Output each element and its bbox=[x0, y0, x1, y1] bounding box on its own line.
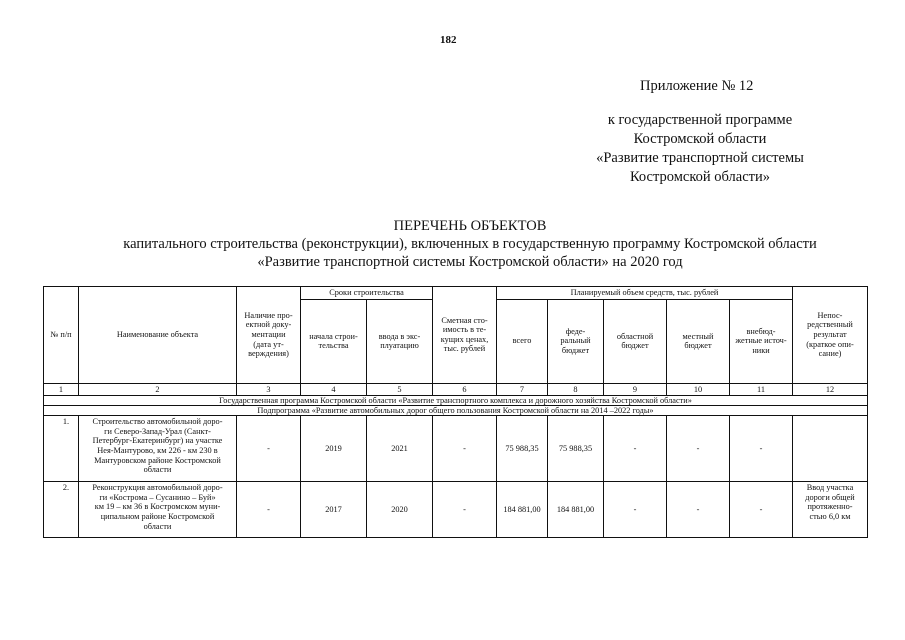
commission-year-cell: 2021 bbox=[367, 416, 433, 482]
column-number: 4 bbox=[301, 383, 367, 396]
docs-cell: - bbox=[237, 482, 301, 538]
row-number: 1. bbox=[44, 416, 79, 482]
row-number: 2. bbox=[44, 482, 79, 538]
document-title-line: капитального строительства (реконструкции), включенных в государственную программу Костромской области bbox=[123, 236, 817, 252]
subprogram-row: Подпрограмма «Развитие автомобильных дорог общего пользования Костромской области на 2014 –2022 годы» bbox=[44, 406, 868, 416]
estimate-cell: - bbox=[433, 416, 497, 482]
appendix-reference bbox=[585, 111, 815, 187]
start-year-cell: 2017 bbox=[301, 482, 367, 538]
header-docs: Наличие про- ектной доку- ментации (дата ут- верждения) bbox=[237, 287, 301, 384]
header-local: местный бюджет bbox=[667, 299, 730, 383]
federal-cell: 75 988,35 bbox=[548, 416, 604, 482]
column-number: 11 bbox=[730, 383, 793, 396]
header-num: № п/п bbox=[44, 287, 79, 384]
header-name: Наименование объекта bbox=[79, 287, 237, 384]
total-cell: 75 988,35 bbox=[497, 416, 548, 482]
header-federal: феде- ральный бюджет bbox=[548, 299, 604, 383]
appendix-reference-line: Костромской области» bbox=[629, 169, 770, 185]
appendix-number: Приложение № 12 bbox=[640, 78, 754, 94]
object-name: Строительство автомобильной доро- ги Северо-Запад-Урал (Санкт- Петербург-Екатеринбург) на участке Нея-Мантурово, км 226 - км 230 в Мантуровском районе Костромской области bbox=[79, 416, 237, 482]
object-name: Реконструкция автомобильной доро- ги «Кострома – Сусанино – Буй» км 19 – км 36 в Костромском муни- ципальном районе Костромской области bbox=[79, 482, 237, 538]
objects-table bbox=[43, 286, 868, 538]
column-number: 1 bbox=[44, 383, 79, 396]
docs-cell: - bbox=[237, 416, 301, 482]
offbudget-cell: - bbox=[730, 416, 793, 482]
header-estimate: Сметная сто- имость в те- кущих ценах, тыс. рублей bbox=[433, 287, 497, 384]
header-terms-group: Сроки строительства bbox=[301, 287, 433, 300]
total-cell: 184 881,00 bbox=[497, 482, 548, 538]
header-result: Непос- редственный результат (краткое опи- сание) bbox=[793, 287, 868, 384]
result-cell: Ввод участка дороги общей протяженно- стью 6,0 км bbox=[793, 482, 868, 538]
document-title-line: «Развитие транспортной системы Костромской области» на 2020 год bbox=[257, 254, 683, 270]
regional-cell: - bbox=[604, 482, 667, 538]
appendix-reference-line: Костромской области bbox=[633, 131, 767, 147]
table-row bbox=[44, 416, 868, 482]
local-cell: - bbox=[667, 482, 730, 538]
table-row bbox=[44, 482, 868, 538]
column-number: 5 bbox=[367, 383, 433, 396]
federal-cell: 184 881,00 bbox=[548, 482, 604, 538]
estimate-cell: - bbox=[433, 482, 497, 538]
result-cell bbox=[793, 416, 868, 482]
column-number: 6 bbox=[433, 383, 497, 396]
program-row: Государственная программа Костромской области «Развитие транспортного комплекса и дорожного хозяйства Костромской области» bbox=[44, 396, 868, 406]
local-cell: - bbox=[667, 416, 730, 482]
document-title bbox=[60, 217, 880, 271]
header-offbudget: внебюд- жетные источ- ники bbox=[730, 299, 793, 383]
appendix-reference-line: к государственной программе bbox=[607, 112, 793, 128]
column-number: 3 bbox=[237, 383, 301, 396]
column-number: 7 bbox=[497, 383, 548, 396]
document-title-line: ПЕРЕЧЕНЬ ОБЪЕКТОВ bbox=[393, 218, 547, 234]
appendix-reference-line: «Развитие транспортной системы bbox=[596, 150, 804, 166]
header-start: начала строи- тельства bbox=[301, 299, 367, 383]
page-number: 182 bbox=[440, 34, 457, 46]
start-year-cell: 2019 bbox=[301, 416, 367, 482]
column-number: 10 bbox=[667, 383, 730, 396]
column-number: 8 bbox=[548, 383, 604, 396]
column-number: 12 bbox=[793, 383, 868, 396]
header-planned-group: Планируемый объем средств, тыс. рублей bbox=[497, 287, 793, 300]
commission-year-cell: 2020 bbox=[367, 482, 433, 538]
header-regional: областной бюджет bbox=[604, 299, 667, 383]
column-number: 9 bbox=[604, 383, 667, 396]
header-commission: ввода в экс- плуатацию bbox=[367, 299, 433, 383]
regional-cell: - bbox=[604, 416, 667, 482]
column-number: 2 bbox=[79, 383, 237, 396]
offbudget-cell: - bbox=[730, 482, 793, 538]
header-total: всего bbox=[497, 299, 548, 383]
